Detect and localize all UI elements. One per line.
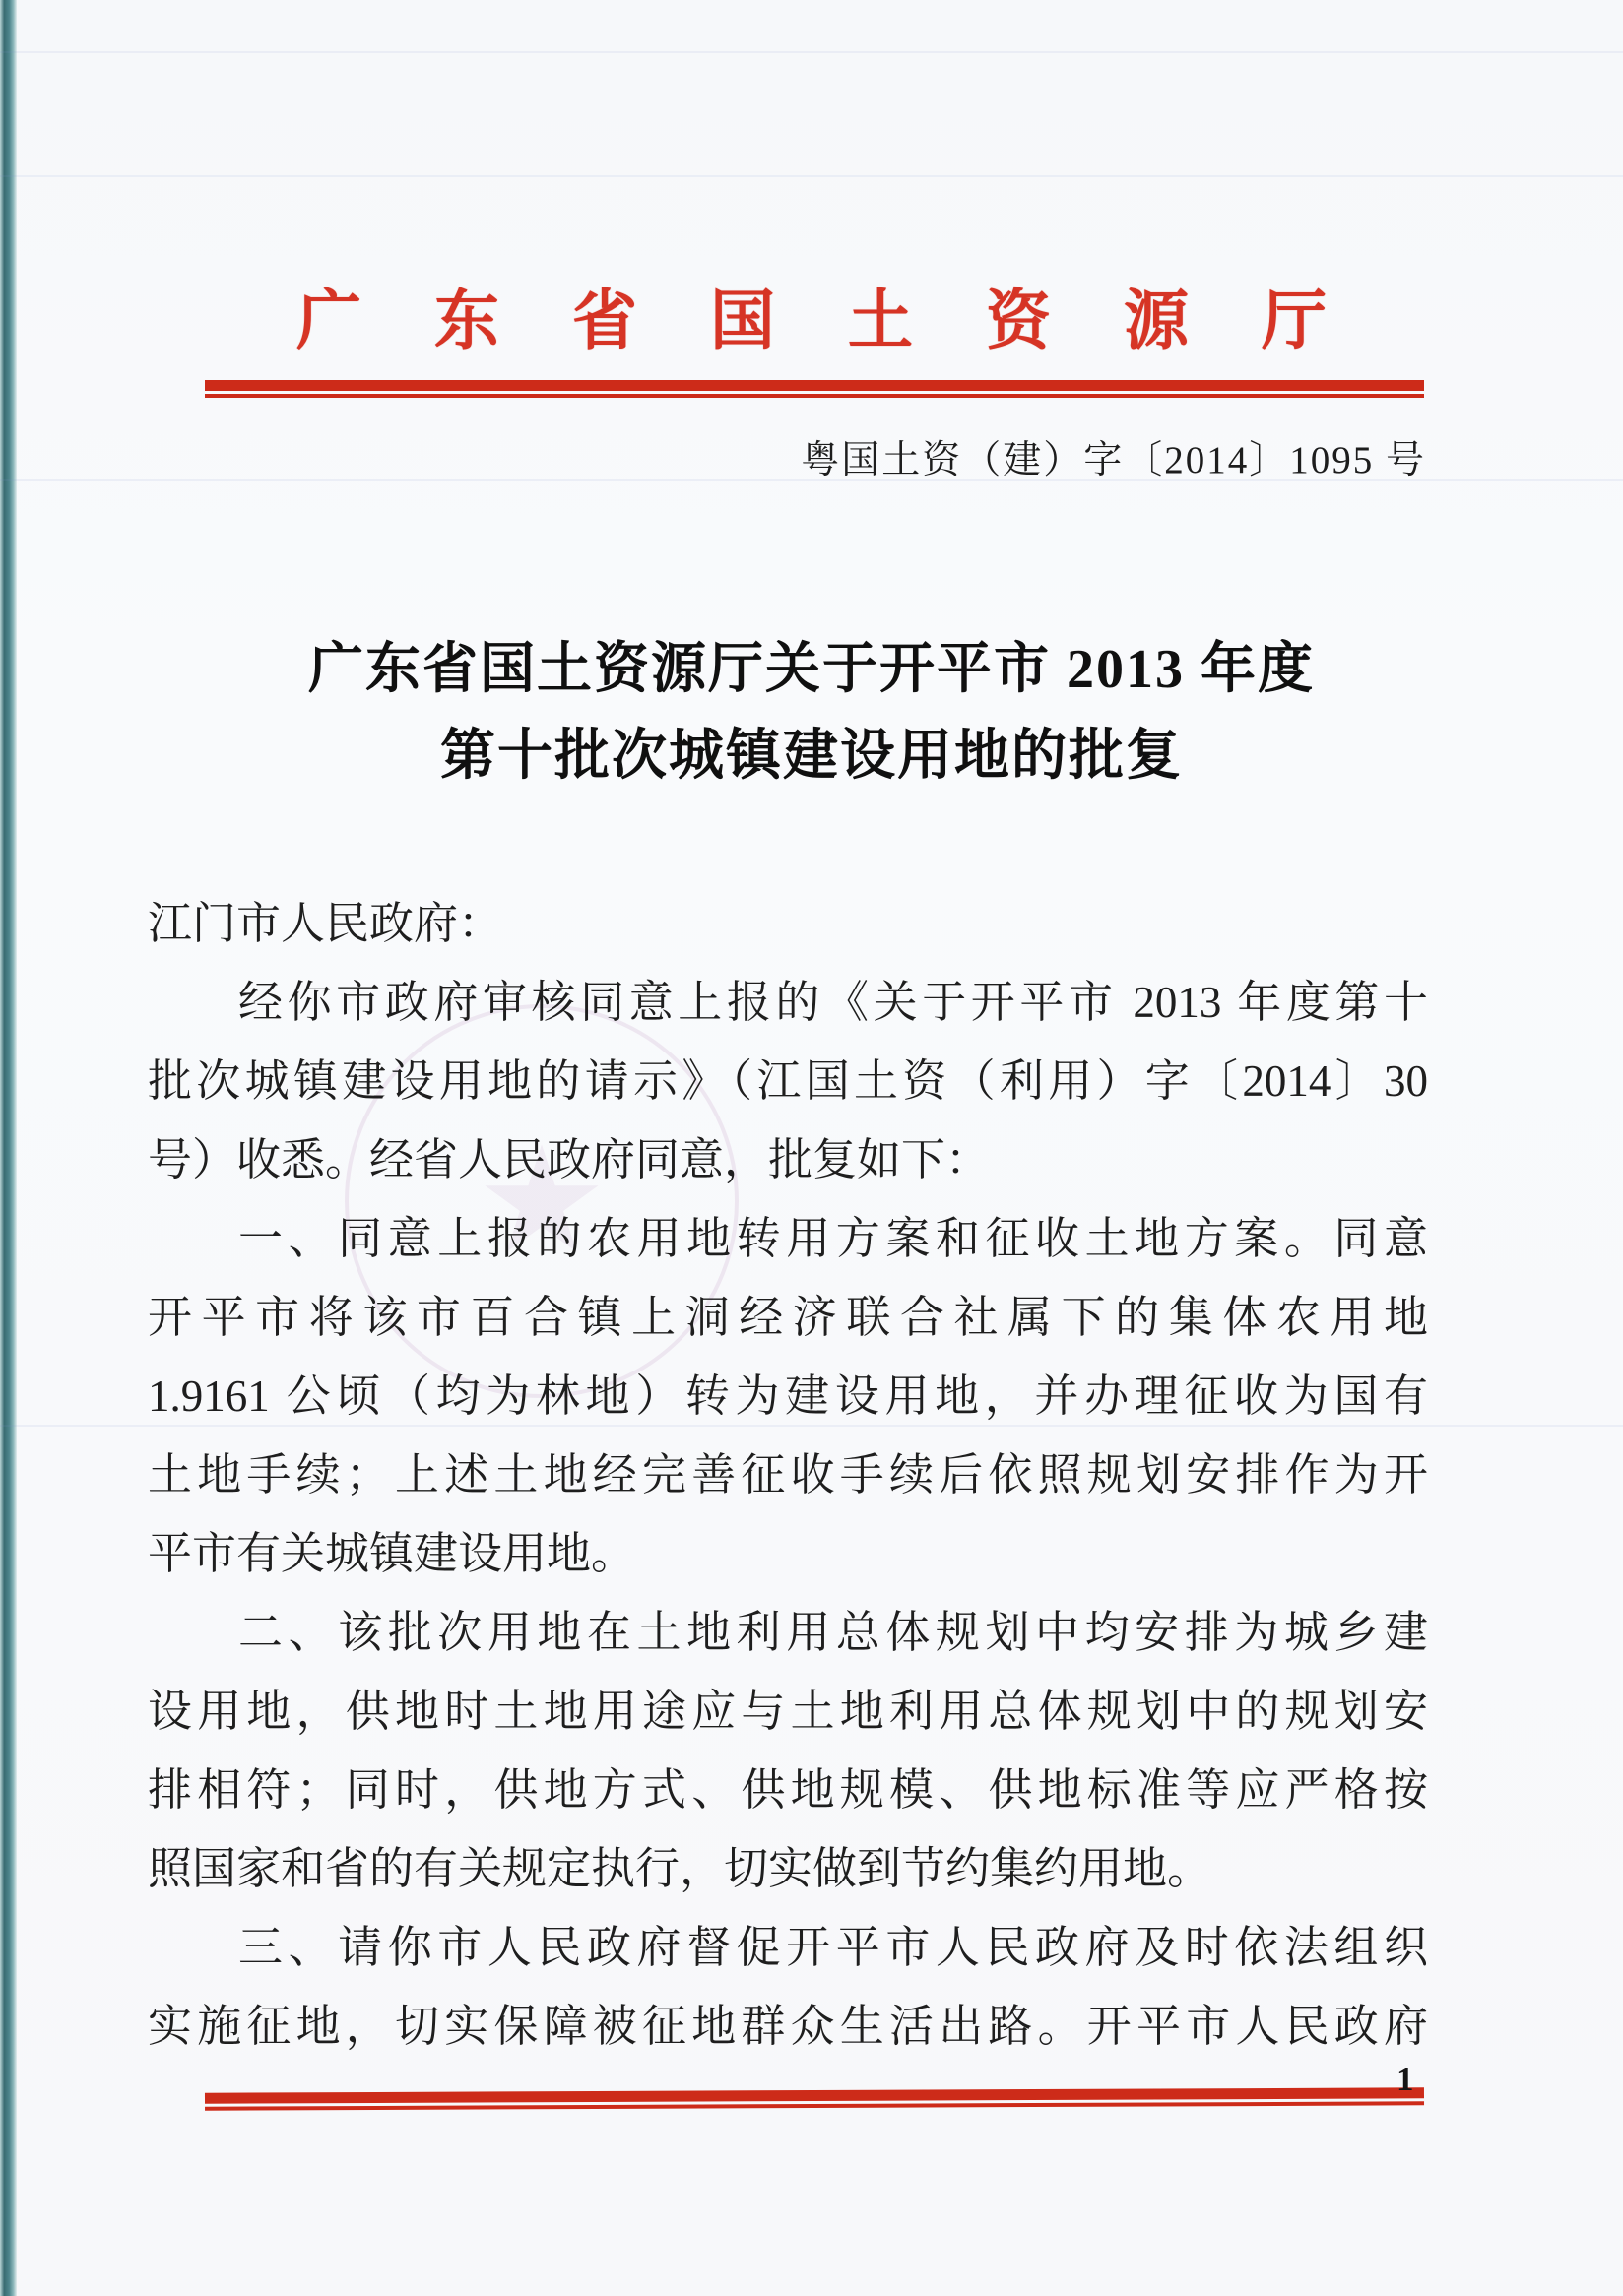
footer-divider-line xyxy=(205,2087,1424,2110)
letterhead-department-name: 广东省国土资源厅 xyxy=(296,286,1399,357)
body-line: 土地手续；上述土地经完善征收手续后依照规划安排作为开 xyxy=(148,1450,1428,1499)
body-line: 号）收悉。经省人民政府同意，批复如下： xyxy=(148,1135,991,1184)
scan-artifact-line xyxy=(0,51,1623,53)
body-line: 实施征地，切实保障被征地群众生活出路。开平市人民政府 xyxy=(148,2002,1428,2051)
body-line: 经你市政府审核同意上报的《关于开平市 2013 年度第十 xyxy=(238,978,1428,1027)
page-number: 1 xyxy=(1396,2060,1414,2098)
scan-artifact-line xyxy=(0,175,1623,177)
body-line: 设用地，供地时土地用途应与土地利用总体规划中的规划安 xyxy=(148,1687,1428,1736)
document-title xyxy=(0,626,1623,799)
body-line: 1.9161 公顷（均为林地）转为建设用地，并办理征收为国有 xyxy=(148,1371,1428,1421)
letterhead-divider-line xyxy=(205,380,1424,398)
document-title-line1: 广东省国土资源厅关于开平市 2013 年度 xyxy=(308,639,1315,700)
body-line: 照国家和省的有关规定执行，切实做到节约集约用地。 xyxy=(148,1844,1212,1893)
body-line: 批次城镇建设用地的请示》（江国土资（利用）字〔2014〕30 xyxy=(148,1056,1428,1106)
divider-thick-rule xyxy=(205,380,1424,391)
body-line: 三、请你市人民政府督促开平市人民政府及时依法组织 xyxy=(238,1923,1428,1972)
body-line: 二、该批次用地在土地利用总体规划中均安排为城乡建 xyxy=(238,1608,1428,1657)
body-paragraphs xyxy=(148,963,1428,2066)
document-title-line2: 第十批次城镇建设用地的批复 xyxy=(440,726,1183,787)
body-line: 排相符；同时，供地方式、供地规模、供地标准等应严格按 xyxy=(148,1765,1428,1815)
body-line: 开平市将该市百合镇上洞经济联合社属下的集体农用地 xyxy=(148,1293,1428,1342)
body-line: 一、同意上报的农用地转用方案和征收土地方案。同意 xyxy=(238,1214,1428,1263)
body-line: 平市有关城镇建设用地。 xyxy=(148,1529,636,1578)
document-body xyxy=(148,884,1428,2066)
document-reference-number: 粤国土资（建）字〔2014〕1095 号 xyxy=(801,439,1426,481)
seal-star-icon: ★ xyxy=(475,1116,609,1287)
salutation-line: 江门市人民政府： xyxy=(148,899,503,948)
divider-thin-rule xyxy=(205,394,1424,398)
